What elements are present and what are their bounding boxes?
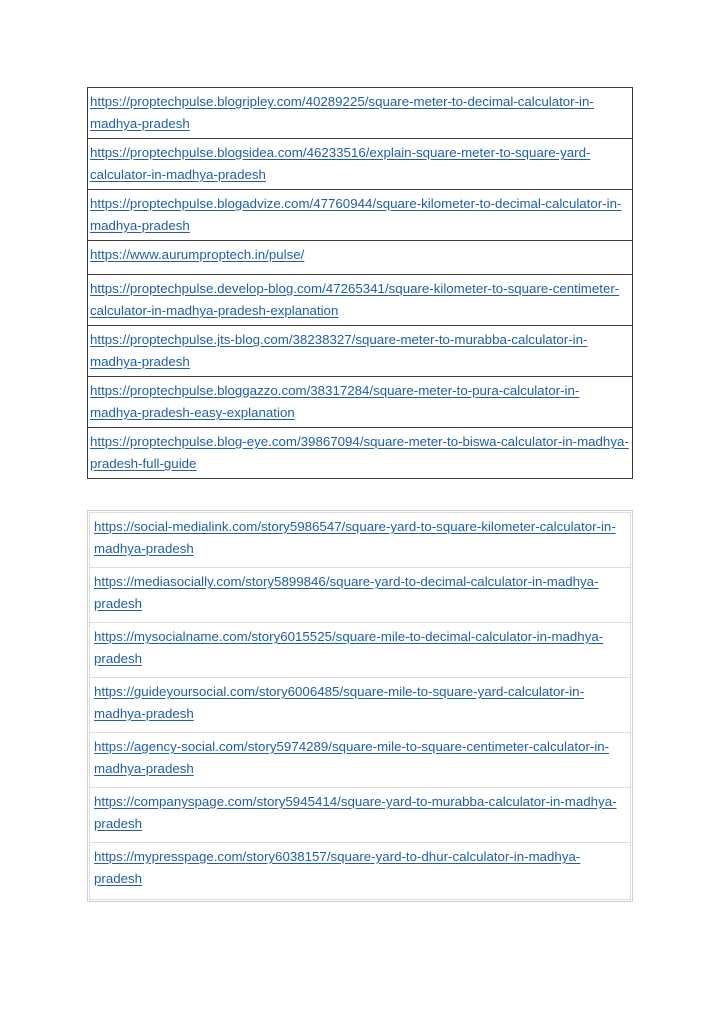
link[interactable]: https://proptechpulse.blogadvize.com/47760944/square-kilometer-to-decimal-calculator-in-madhya-pradesh (90, 196, 622, 233)
table-row (88, 326, 633, 377)
link[interactable]: https://proptechpulse.develop-blog.com/47265341/square-kilometer-to-square-centimeter-calculator-in-madhya-pradesh-explanation (90, 281, 620, 318)
link[interactable]: https://social-medialink.com/story5986547/square-yard-to-square-kilometer-calculator-in-madhya-pradesh (94, 519, 616, 556)
table-row (88, 88, 633, 139)
table-row (88, 377, 633, 428)
table-row (90, 733, 630, 788)
link[interactable]: https://proptechpulse.blog-eye.com/39867094/square-meter-to-biswa-calculator-in-madhya-pradesh-full-guide (90, 434, 629, 471)
table-row (90, 623, 630, 678)
table-row (90, 678, 630, 733)
table-row (90, 513, 630, 568)
link[interactable]: https://proptechpulse.bloggazzo.com/38317284/square-meter-to-pura-calculator-in-madhya-pradesh-easy-explanation (90, 383, 580, 420)
links-table-secondary (89, 512, 631, 900)
table-row (88, 275, 633, 326)
table-row (88, 428, 633, 479)
link[interactable]: https://proptechpulse.blogripley.com/40289225/square-meter-to-decimal-calculator-in-madhya-pradesh (90, 94, 594, 131)
link[interactable]: https://agency-social.com/story5974289/square-mile-to-square-centimeter-calculator-in-madhya-pradesh (94, 739, 610, 776)
table-row (88, 241, 633, 275)
links-table-secondary-frame (87, 510, 633, 902)
table-row (88, 139, 633, 190)
link[interactable]: https://guideyoursocial.com/story6006485/square-mile-to-square-yard-calculator-in-madhya-pradesh (94, 684, 584, 721)
table-row (90, 843, 630, 899)
table-row (88, 190, 633, 241)
link[interactable]: https://www.aurumproptech.in/pulse/ (90, 247, 305, 262)
table-row (90, 568, 630, 623)
link[interactable]: https://proptechpulse.blogsidea.com/46233516/explain-square-meter-to-square-yard-calculator-in-madhya-pradesh (90, 145, 591, 182)
link[interactable]: https://mysocialname.com/story6015525/square-mile-to-decimal-calculator-in-madhya-pradesh (94, 629, 604, 666)
table-row (90, 788, 630, 843)
link[interactable]: https://companyspage.com/story5945414/square-yard-to-murabba-calculator-in-madhya-pradesh (94, 794, 617, 831)
links-table-primary (87, 87, 633, 479)
link[interactable]: https://mediasocially.com/story5899846/square-yard-to-decimal-calculator-in-madhya-pradesh (94, 574, 599, 611)
link[interactable]: https://proptechpulse.jts-blog.com/38238327/square-meter-to-murabba-calculator-in-madhya-pradesh (90, 332, 588, 369)
link[interactable]: https://mypresspage.com/story6038157/square-yard-to-dhur-calculator-in-madhya-pradesh (94, 849, 581, 886)
